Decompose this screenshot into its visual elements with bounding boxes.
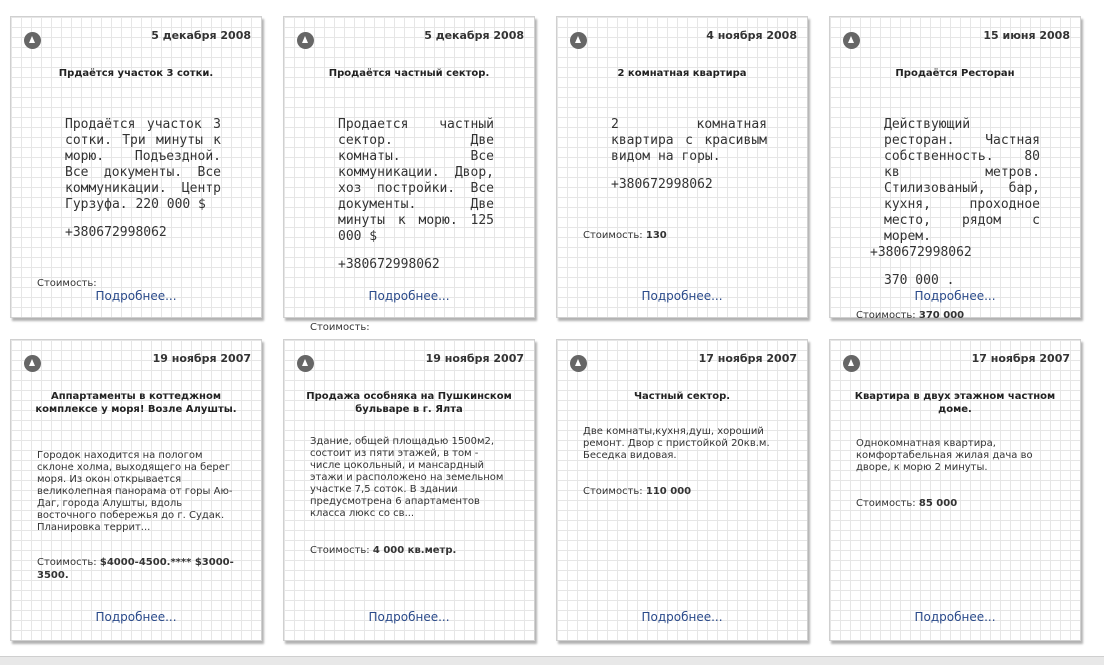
card-description: Здание, общей площадью 1500м2, состоит из пяти этажей, в том - числе цокольный, и мансардный этажи и расположено на земельном участке 7,5 соток. В здании предусмотрена 6 апартаментов класса люкс со св... <box>310 436 504 519</box>
card-description <box>51 117 221 241</box>
card-desc-text: Продается частный сектор. Две комнаты. Все коммуникации. Двор, хоз постройки. Все документы. Две минуты к морю. 125 000 $ <box>338 117 494 244</box>
card-price <box>310 544 514 557</box>
more-link[interactable]: Подробнее... <box>641 610 723 624</box>
card-title: 2 комнатная квартира <box>617 68 747 79</box>
card-phone: +380672998062 <box>870 245 972 260</box>
card-description: Однокомнатная квартира, комфортабельная жилая дача во дворе, к морю 2 минуты. <box>856 438 1033 473</box>
price-value: 110 000 <box>645 486 692 497</box>
card-description: Две комнаты,кухня,душ, хороший ремонт. Двор с пристойкой 20кв.м. Беседка видовая. <box>583 426 770 461</box>
card-date: 5 декабря 2008 <box>424 29 524 42</box>
more-link[interactable]: Подробнее... <box>914 289 996 303</box>
expand-icon[interactable] <box>843 32 860 49</box>
card-title: Продажа особняка на Пушкинском бульваре в г. Ялта <box>306 391 512 415</box>
listing-card <box>829 339 1081 641</box>
price-label: Стоимость: <box>856 498 916 509</box>
card-price <box>856 309 1060 322</box>
card-description: Городок находится на пологом склоне холма, выходящего на берег моря. Из окон открывается великолепная панорама от горы Аю-Даг, города Алушты, вдоль восточного побережья до г. Судак. Планировка террит... <box>37 450 233 533</box>
expand-icon[interactable] <box>297 32 314 49</box>
card-title: Прдаётся участок 3 сотки. <box>58 68 214 79</box>
price-label: Стоимость: <box>310 322 370 333</box>
card-title: Продаётся частный сектор. <box>328 68 490 79</box>
more-link[interactable]: Подробнее... <box>641 289 723 303</box>
card-date: 4 ноября 2008 <box>706 29 797 42</box>
card-price <box>583 229 787 242</box>
price-value: 85 000 <box>918 498 958 509</box>
card-phone: +380672998062 <box>65 225 167 240</box>
price-label: Стоимость: <box>37 557 97 568</box>
price-value: 4 000 кв.метр. <box>372 545 457 556</box>
card-date: 17 ноября 2007 <box>698 352 797 365</box>
card-desc-text: Продаётся участок 3 сотки. Три минуты к морю. Подъездной. Все документы. Все коммуникации. Центр Гурзуфа. 220 000 $ <box>65 117 221 212</box>
card-title: Квартира в двух этажном частном доме. <box>854 391 1056 415</box>
card-phone: +380672998062 <box>338 257 440 272</box>
card-title: Частный сектор. <box>633 391 731 402</box>
card-description <box>597 117 767 193</box>
listing-card <box>556 339 808 641</box>
listing-card <box>283 16 535 333</box>
listing-card <box>283 339 535 641</box>
card-date: 19 ноября 2007 <box>425 352 524 365</box>
expand-icon[interactable] <box>570 32 587 49</box>
card-description <box>324 117 494 273</box>
card-date: 15 июня 2008 <box>983 29 1070 42</box>
card-desc-text: Действующий ресторан. Частная собственность. 80 кв метров. Стилизованый, бар, кухня, проходное место, рядом с морем. <box>884 117 1040 244</box>
card-price <box>583 485 787 498</box>
price-label: Стоимость: <box>583 230 643 241</box>
card-date: 19 ноября 2007 <box>152 352 251 365</box>
more-link[interactable]: Подробнее... <box>95 610 177 624</box>
expand-icon[interactable] <box>297 355 314 372</box>
price-value: $4000-4500.**** $3000-3500. <box>37 557 234 581</box>
card-title: Аппартаменты в коттеджном комплексе у моря! Возле Алушты. <box>35 391 237 415</box>
more-link[interactable]: Подробнее... <box>914 610 996 624</box>
card-date: 5 декабря 2008 <box>151 29 251 42</box>
listing-card <box>10 16 262 318</box>
card-description <box>870 117 1040 289</box>
card-price <box>37 556 241 582</box>
price-label: Стоимость: <box>310 545 370 556</box>
price-label: Стоимость: <box>583 486 643 497</box>
card-price <box>856 497 1060 510</box>
expand-icon[interactable] <box>570 355 587 372</box>
card-extra-price: 370 000 . <box>884 273 955 288</box>
more-link[interactable]: Подробнее... <box>95 289 177 303</box>
card-phone: +380672998062 <box>611 177 713 192</box>
card-title: Продаётся Ресторан <box>895 68 1015 79</box>
listing-card <box>829 16 1081 321</box>
expand-icon[interactable] <box>24 355 41 372</box>
listing-card <box>10 339 262 641</box>
price-value: 130 <box>645 230 667 241</box>
card-price <box>310 321 514 334</box>
card-date: 17 ноября 2007 <box>971 352 1070 365</box>
price-label: Стоимость: <box>856 310 916 321</box>
price-label: Стоимость: <box>37 278 97 289</box>
expand-icon[interactable] <box>843 355 860 372</box>
listing-card <box>556 16 808 318</box>
card-desc-text: 2 комнатная квартира с красивым видом на горы. <box>611 117 767 164</box>
more-link[interactable]: Подробнее... <box>368 610 450 624</box>
expand-icon[interactable] <box>24 32 41 49</box>
price-value: 370 000 <box>918 310 965 321</box>
more-link[interactable]: Подробнее... <box>368 289 450 303</box>
